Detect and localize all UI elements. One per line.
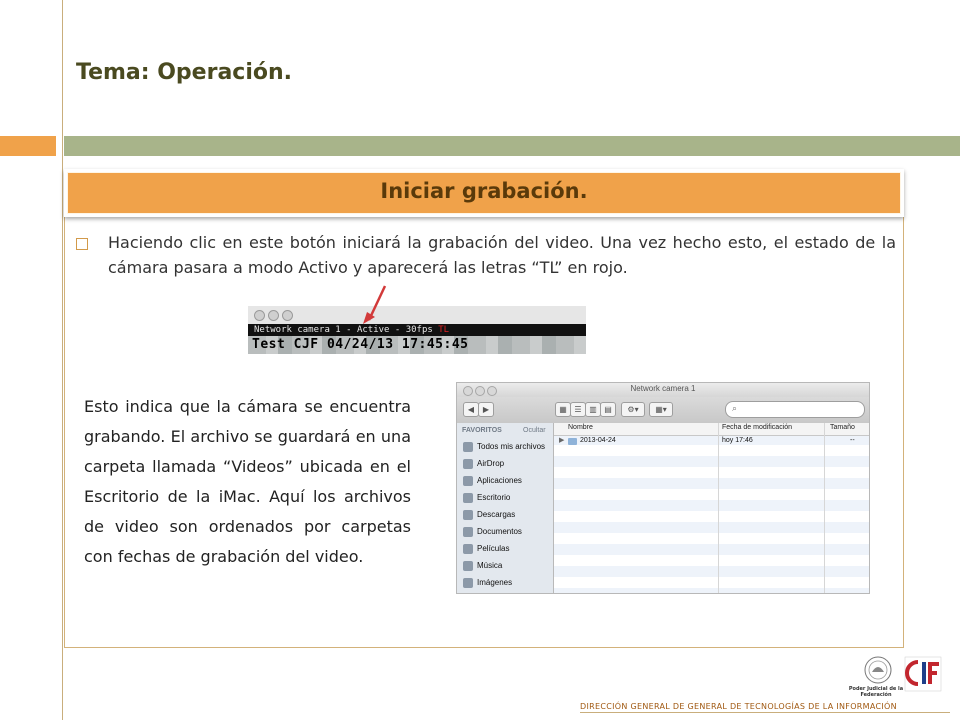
finder-window-title: Network camera 1 bbox=[630, 384, 696, 393]
olive-accent-bar bbox=[64, 136, 960, 156]
finder-window bbox=[456, 382, 870, 594]
sidebar-item-label: Todos mis archivos bbox=[477, 442, 546, 451]
column-divider bbox=[824, 423, 825, 593]
file-name: 2013-04-24 bbox=[580, 437, 616, 444]
red-arrow-icon bbox=[357, 282, 391, 328]
recording-flag-tl: TL bbox=[438, 325, 450, 335]
finder-file-list bbox=[554, 423, 869, 593]
action-gear-button[interactable]: ⚙▾ bbox=[621, 402, 645, 417]
sidebar-item-desktop[interactable] bbox=[463, 490, 510, 506]
back-button[interactable]: ◀ bbox=[463, 402, 479, 417]
bullet-square-icon bbox=[76, 238, 88, 250]
sidebar-item-all-files[interactable] bbox=[463, 439, 545, 455]
section-banner bbox=[64, 169, 904, 217]
column-header-modified[interactable]: Fecha de modificación bbox=[722, 424, 793, 431]
camera-strip-screenshot bbox=[248, 306, 586, 354]
column-divider bbox=[718, 423, 719, 593]
footer-text: DIRECCIÓN GENERAL DE GENERAL DE TECNOLOGÍAS DE LA INFORMACIÓN bbox=[580, 702, 897, 711]
sidebar-item-movies[interactable] bbox=[463, 541, 509, 557]
camera-timestamp: Test CJF 04/24/13 17:45:45 bbox=[252, 337, 469, 352]
sidebar-item-label: Descargas bbox=[477, 510, 516, 519]
documents-icon bbox=[463, 527, 473, 537]
file-size: -- bbox=[850, 437, 855, 444]
camera-window-titlebar bbox=[248, 306, 586, 324]
window-minimize-icon bbox=[268, 310, 279, 321]
arrange-button[interactable]: ▦▾ bbox=[649, 402, 673, 417]
finder-sidebar bbox=[457, 423, 554, 593]
description-paragraph: Esto indica que la cámara se encuentra grabando. El archivo se guardará en una carpeta llamada “Videos” ubicada en el Escritorio de la iMac. Aquí los archivos de video son ordenados por carpetas con fechas de grabación del video. bbox=[84, 397, 411, 566]
applications-icon bbox=[463, 476, 473, 486]
sidebar-item-label: Documentos bbox=[477, 527, 522, 536]
sidebar-item-label: Aplicaciones bbox=[477, 476, 522, 485]
section-heading: Iniciar grabación. bbox=[380, 179, 588, 203]
search-icon: ⌕ bbox=[732, 403, 738, 413]
sidebar-item-applications[interactable] bbox=[463, 473, 522, 489]
sidebar-item-pictures[interactable] bbox=[463, 575, 512, 591]
folder-icon bbox=[568, 438, 577, 445]
sidebar-item-label: Música bbox=[477, 561, 503, 570]
forward-button[interactable]: ▶ bbox=[478, 402, 494, 417]
window-zoom-icon bbox=[282, 310, 293, 321]
bullet-paragraph: Haciendo clic en este botón iniciará la grabación del video. Una vez hecho esto, el estado de la cámara pasara a modo Activo y aparecerá las letras “TL” en rojo. bbox=[108, 233, 896, 277]
list-view-button[interactable]: ☰ bbox=[570, 402, 586, 417]
slide-title: Tema: Operación. bbox=[76, 60, 293, 85]
camera-status bbox=[254, 324, 449, 336]
column-header-name[interactable]: Nombre bbox=[568, 424, 593, 431]
section-banner-fill bbox=[67, 172, 901, 214]
sidebar-hide-link[interactable]: Ocultar bbox=[523, 427, 546, 434]
disclosure-triangle-icon[interactable]: ▶ bbox=[559, 437, 565, 444]
downloads-icon bbox=[463, 510, 473, 520]
sidebar-item-label: Películas bbox=[477, 544, 510, 553]
file-row[interactable] bbox=[554, 436, 869, 447]
column-view-button[interactable]: ▥ bbox=[585, 402, 601, 417]
desktop-icon bbox=[463, 493, 473, 503]
orange-accent-bar bbox=[0, 136, 56, 156]
left-vertical-rule bbox=[62, 0, 63, 720]
coverflow-view-button[interactable]: ▤ bbox=[600, 402, 616, 417]
sidebar-item-downloads[interactable] bbox=[463, 507, 515, 523]
finder-toolbar bbox=[457, 397, 869, 424]
camera-status-text: Network camera 1 - Active - 30fps bbox=[254, 325, 433, 335]
sidebar-item-documents[interactable] bbox=[463, 524, 522, 540]
finder-titlebar bbox=[457, 383, 869, 397]
cjf-logo bbox=[904, 656, 942, 692]
sidebar-item-music[interactable] bbox=[463, 558, 502, 574]
column-header-size[interactable]: Tamaño bbox=[830, 424, 855, 431]
movies-icon bbox=[463, 544, 473, 554]
icon-view-button[interactable]: ▦ bbox=[555, 402, 571, 417]
sidebar-header: FAVORITOS bbox=[462, 427, 502, 434]
sidebar-item-label: Escritorio bbox=[477, 493, 511, 502]
file-modified: hoy 17:46 bbox=[722, 437, 753, 444]
pictures-icon bbox=[463, 578, 473, 588]
footer-underline bbox=[580, 712, 950, 713]
sidebar-item-label: AirDrop bbox=[477, 459, 505, 468]
file-list-header bbox=[554, 423, 869, 436]
sidebar-item-label: Imágenes bbox=[477, 578, 513, 587]
airdrop-icon bbox=[463, 459, 473, 469]
pjf-caption: Poder Judicial de la Federación bbox=[848, 686, 904, 698]
camera-status-bar bbox=[248, 324, 586, 336]
music-icon bbox=[463, 561, 473, 571]
window-close-icon bbox=[254, 310, 265, 321]
finder-search-input[interactable] bbox=[725, 401, 865, 418]
sidebar-item-airdrop[interactable] bbox=[463, 456, 504, 472]
all-files-icon bbox=[463, 442, 473, 452]
